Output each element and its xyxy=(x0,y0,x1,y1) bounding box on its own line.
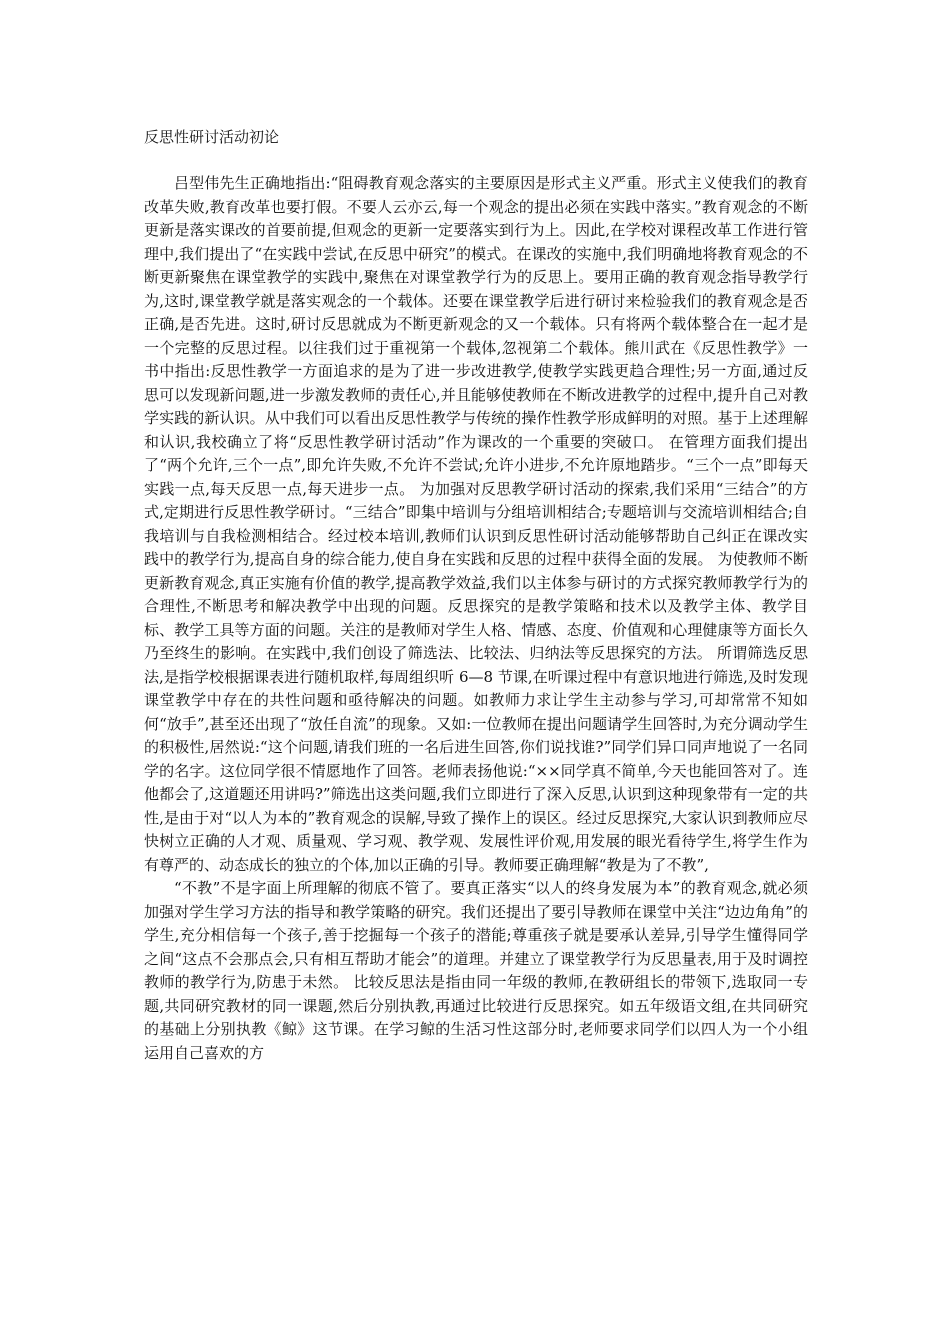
document-body xyxy=(144,172,808,1065)
body-paragraph-1: 吕型伟先生正确地指出:“阻碍教育观念落实的主要原因是形式主义严重。形式主义使我们的教育改革失败,教育改革也要打假。不要人云亦云,每一个观念的提出必须在实践中落实。”教育观念的不断更新是落实课改的首要前提,但观念的更新一定要落实到行为上。因此,在学校对课程改革工作进行管理中,我们提出了“在实践中尝试,在反思中研究”的模式。在课改的实施中,我们明确地将教育观念的不断更新聚焦在课堂教学的实践中,聚焦在对课堂教学行为的反思上。要用正确的教育观念指导教学行为,这时,课堂教学就是落实观念的一个载体。还要在课堂教学后进行研讨来检验我们的教育观念是否正确,是否先进。这时,研讨反思就成为不断更新观念的又一个载体。只有将两个载体整合在一起才是一个完整的反思过程。以往我们过于重视第一个载体,忽视第二个载体。熊川武在《反思性教学》一书中指出:反思性教学一方面追求的是为了进一步改进教学,使教学实践更趋合理性;另一方面,通过反思可以发现新问题,进一步激发教师的责任心,并且能够使教师在不断改进教学的过程中,提升自己对教学实践的新认识。从中我们可以看出反思性教学与传统的操作性教学形成鲜明的对照。基于上述理解和认识,我校确立了将“反思性教学研讨活动”作为课改的一个重要的突破口。 在管理方面我们提出了“两个允许,三个一点”,即允许失败,不允许不尝试;允许小进步,不允许原地踏步。“三个一点”即每天实践一点,每天反思一点,每天进步一点。 为加强对反思教学研讨活动的探索,我们采用“三结合”的方式,定期进行反思性教学研讨。“三结合”即集中培训与分组培训相结合;专题培训与交流培训相结合;自我培训与自我检测相结合。经过校本培训,教师们认识到反思性研讨活动能够帮助自己纠正在课改实践中的教学行为,提高自身的综合能力,使自身在实践和反思的过程中获得全面的发展。 为使教师不断更新教育观念,真正实施有价值的教学,提高教学效益,我们以主体参与研讨的方式探究教师教学行为的合理性,不断思考和解决教学中出现的问题。反思探究的是教学策略和技术以及教学主体、教学目标、教学工具等方面的问题。关注的是教师对学生人格、情感、态度、价值观和心理健康等方面长久乃至终生的影响。在实践中,我们创设了筛选法、比较法、归纳法等反思探究的方法。 所谓筛选反思法,是指学校根据课表进行随机取样,每周组织听 6—8 节课,在听课过程中有意识地进行筛选,及时发现课堂教学中存在的共性问题和亟待解决的问题。如教师力求让学生主动参与学习,可却常常不知如何“放手”,甚至还出现了“放任自流”的现象。又如:一位教师在提出问题请学生回答时,为充分调动学生的积极性,居然说:“这个问题,请我们班的一名后进生回答,你们说找谁?”同学们异口同声地说了一名同学的名字。这位同学很不情愿地作了回答。老师表扬他说:“××同学真不简单,今天也能回答对了。连他都会了,这道题还用讲吗?”筛选出这类问题,我们立即进行了深入反思,认识到这种现象带有一定的共性,是由于对“以人为本的”教育观念的误解,导致了操作上的误区。经过反思探究,大家认识到教师应尽快树立正确的人才观、质量观、学习观、教学观、发展性评价观,用发展的眼光看待学生,将学生作为有尊严的、动态成长的独立的个体,加以正确的引导。教师要正确理解“教是为了不教”, xyxy=(144,174,808,874)
document-title: 反思性研讨活动初论 xyxy=(144,128,280,146)
body-paragraph-2: “不教”不是字面上所理解的彻底不管了。要真正落实“以人的终身发展为本”的教育观念,就必须加强对学生学习方法的指导和教学策略的研究。我们还提出了要引导教师在课堂中关注“边边角角”的学生,充分相信每一个孩子,善于挖掘每一个孩子的潜能;尊重孩子就是要承认差异,引导学生懂得同学之间“这点不会那点会,只有相互帮助才能会”的道理。并建立了课堂教学行为反思量表,用于及时调控教师的教学行为,防患于未然。 比较反思法是指由同一年级的教师,在教研组长的带领下,选取同一专题,共同研究教材的同一课题,然后分别执教,再通过比较进行反思探究。如五年级语文组,在共同研究的基础上分别执教《鲸》这节课。在学习鲸的生活习性这部分时,老师要求同学们以四人为一个小组运用自己喜欢的方 xyxy=(144,879,808,1062)
